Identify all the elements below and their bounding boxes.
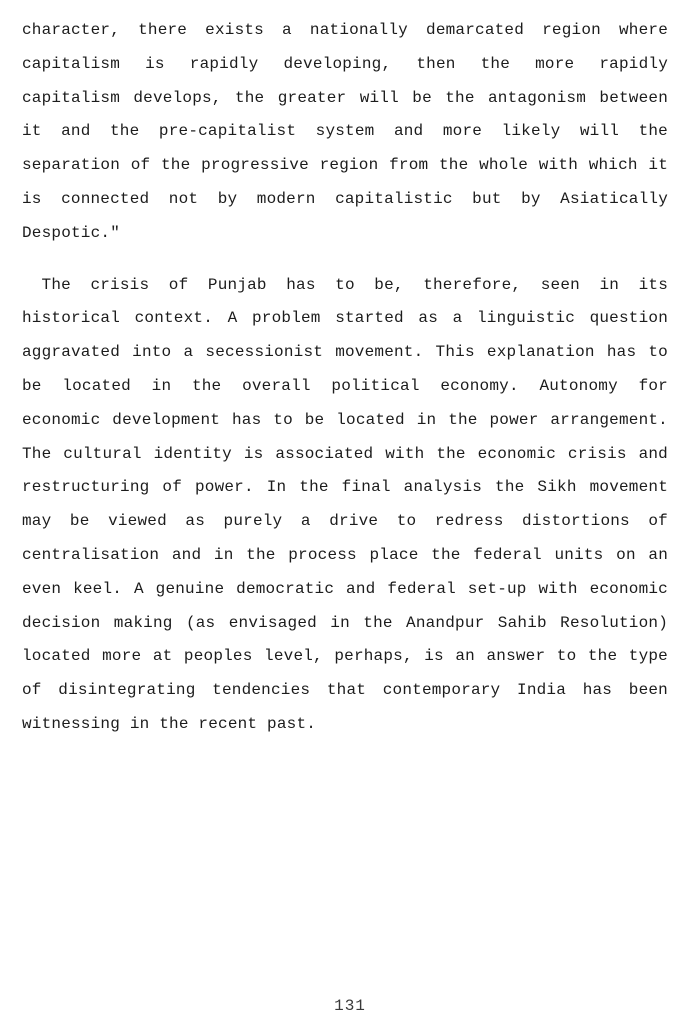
text-line: economic development has to be located in the power arrangement. bbox=[22, 410, 668, 429]
text-line: even keel. A genuine democratic and federal set-up with economic bbox=[22, 579, 668, 598]
text-line: witnessing in the recent past. bbox=[22, 714, 317, 733]
paragraph bbox=[22, 269, 668, 742]
text-line: centralisation and in the process place the federal units on an bbox=[22, 545, 668, 564]
text-line: is connected not by modern capitalistic but by Asiatically bbox=[22, 189, 668, 208]
page-number: 131 bbox=[334, 997, 366, 1015]
text-line: Despotic." bbox=[22, 223, 121, 242]
text-line: character, there exists a nationally demarcated region where bbox=[22, 21, 668, 39]
text-line: capitalism develops, the greater will be the antagonism between bbox=[22, 88, 668, 107]
text-line: aggravated into a secessionist movement. This explanation has to bbox=[22, 343, 668, 362]
paragraph bbox=[22, 14, 668, 251]
text-line: may be viewed as purely a drive to redress distortions of bbox=[22, 512, 668, 531]
text-block bbox=[22, 14, 668, 760]
text-line: The crisis of Punjab has to be, therefore, seen in its bbox=[22, 275, 668, 294]
text-line: historical context. A problem started as a linguistic question bbox=[22, 309, 668, 328]
text-line: separation of the progressive region from the whole with which it bbox=[22, 156, 668, 175]
text-line: of disintegrating tendencies that contemporary India has been bbox=[22, 681, 668, 700]
text-line: decision making (as envisaged in the Anandpur Sahib Resolution) bbox=[22, 613, 668, 632]
text-line: capitalism is rapidly developing, then the more rapidly bbox=[22, 54, 668, 73]
text-line: it and the pre-capitalist system and more likely will the bbox=[22, 122, 668, 141]
text-line: be located in the overall political economy. Autonomy for bbox=[22, 376, 668, 395]
text-line: restructuring of power. In the final analysis the Sikh movement bbox=[22, 478, 668, 497]
text-line: The cultural identity is associated with the economic crisis and bbox=[22, 444, 668, 463]
text-line: located more at peoples level, perhaps, is an answer to the type bbox=[22, 647, 668, 666]
